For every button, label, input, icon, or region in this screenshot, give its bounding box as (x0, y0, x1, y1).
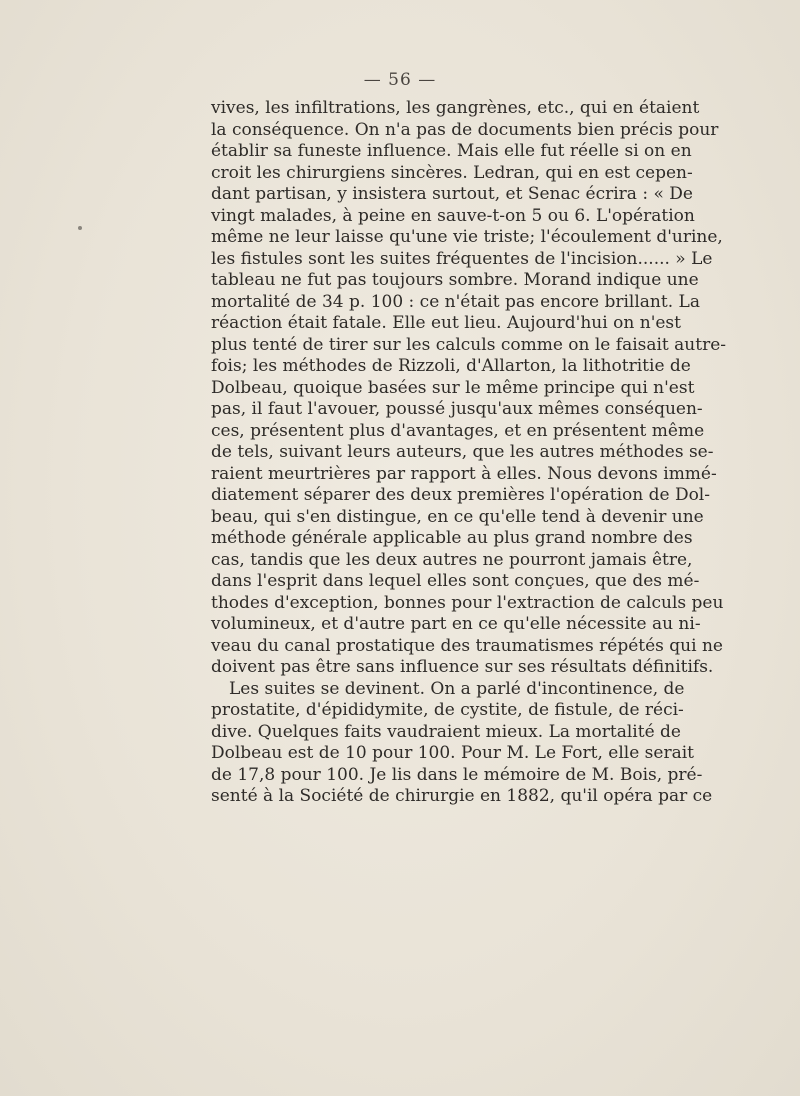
text-line: vives, les infiltrations, les gangrènes, etc., qui en étaient (211, 98, 700, 118)
text-line: tableau ne fut pas toujours sombre. Morand indique une (211, 270, 699, 290)
paragraph-first-line: Les suites se devinent. On a parlé d'incontinence, de (229, 678, 685, 699)
text-line: de tels, suivant leurs auteurs, que les autres méthodes se- (211, 442, 714, 462)
text-line: fois; les méthodes de Rizzoli, d'Allarton, la lithotritie de (211, 356, 691, 376)
text-line: de 17,8 pour 100. Je lis dans le mémoire de M. Bois, pré- (211, 764, 703, 785)
text-line: méthode générale applicable au plus grand nombre des (211, 528, 693, 548)
text-line: cas, tandis que les deux autres ne pourront jamais être, (211, 549, 693, 570)
text-line: thodes d'exception, bonnes pour l'extraction de calculs peu (211, 592, 724, 613)
text-line: établir sa funeste influence. Mais elle fut réelle si on en (211, 141, 692, 161)
page-number: — 56 — (363, 70, 437, 90)
text-line: Dolbeau est de 10 pour 100. Pour M. Le Fort, elle serait (211, 743, 694, 763)
body-text (211, 98, 727, 808)
text-line: raient meurtrières par rapport à elles. Nous devons immé- (211, 463, 717, 484)
text-line: les fistules sont les suites fréquentes de l'incision...... » Le (211, 248, 713, 269)
text-line: veau du canal prostatique des traumatismes répétés qui ne (211, 635, 723, 656)
text-line: vingt malades, à peine en sauve-t-on 5 ou 6. L'opération (211, 205, 695, 226)
text-line: même ne leur laisse qu'une vie triste; l'écoulement d'urine, (211, 227, 723, 247)
text-line: dant partisan, y insistera surtout, et Senac écrira : « De (211, 184, 693, 204)
text-line: senté à la Société de chirurgie en 1882, qu'il opéra par ce (211, 786, 713, 806)
text-line: diatement séparer des deux premières l'opération de Dol- (211, 485, 710, 505)
margin-dot (78, 226, 82, 230)
text-line: mortalité de 34 p. 100 : ce n'était pas encore brillant. La (211, 291, 700, 312)
text-line: ces, présentent plus d'avantages, et en présentent même (211, 420, 705, 441)
text-line: pas, il faut l'avouer, poussé jusqu'aux mêmes conséquen- (211, 399, 703, 419)
text-line: prostatite, d'épididymite, de cystite, de fistule, de réci- (211, 700, 684, 720)
text-line: volumineux, et d'autre part en ce qu'elle nécessite au ni- (211, 614, 701, 634)
text-line: la conséquence. On n'a pas de documents bien précis pour (211, 119, 719, 140)
text-line: plus tenté de tirer sur les calculs comme on le faisait autre- (211, 334, 727, 355)
text-line: dive. Quelques faits vaudraient mieux. La mortalité de (211, 721, 681, 742)
text-line: doivent pas être sans influence sur ses résultats définitifs. (211, 657, 714, 677)
text-line: Dolbeau, quoique basées sur le même principe qui n'est (211, 377, 695, 398)
text-line: dans l'esprit dans lequel elles sont conçues, que des mé- (211, 571, 700, 591)
text-line: réaction était fatale. Elle eut lieu. Aujourd'hui on n'est (211, 313, 681, 333)
text-line: croit les chirurgiens sincères. Ledran, qui en est cepen- (211, 162, 693, 183)
text-line: beau, qui s'en distingue, en ce qu'elle tend à devenir une (211, 506, 704, 527)
